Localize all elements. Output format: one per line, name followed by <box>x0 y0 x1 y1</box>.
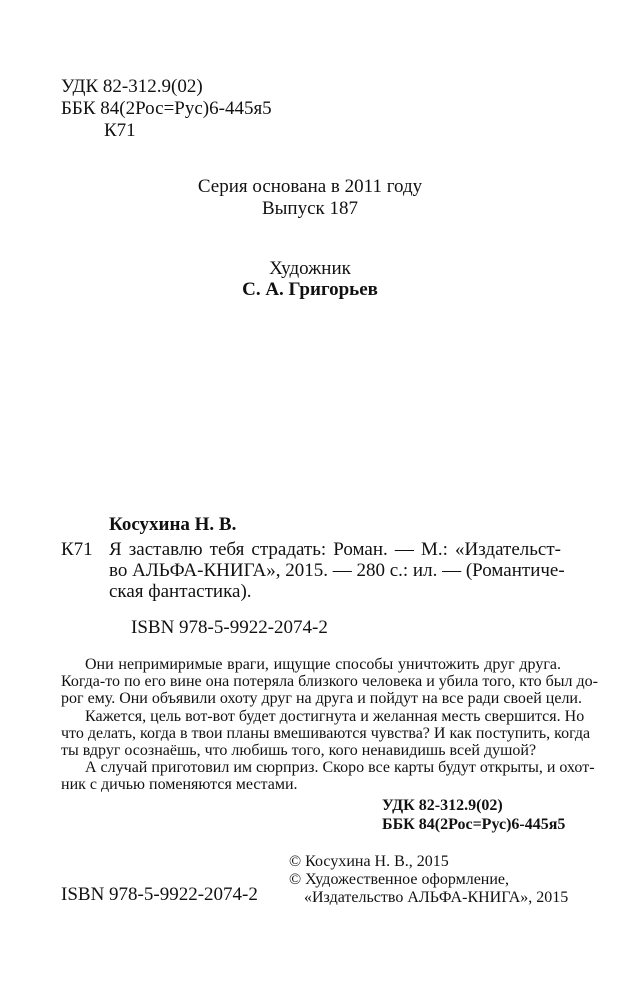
abstract-p3-line-1: А случай приготовил им сюрприз. Скоро все карты будут открыты, и охот- <box>85 759 595 777</box>
series-founded: Серия основана в 2011 году <box>197 176 423 197</box>
footer-bbk-code: ББК 84(2Рос=Рус)6-445я5 <box>382 816 566 833</box>
catalog-isbn: ISBN 978-5-9922-2074-2 <box>131 617 328 638</box>
catalog-author: Косухина Н. В. <box>109 514 237 535</box>
copyright-design: © Художественное оформление, <box>289 871 510 888</box>
bbk-code: ББК 84(2Рос=Рус)6-445я5 <box>61 98 272 119</box>
artist-label: Художник <box>269 258 351 279</box>
abstract-p2-line-2: что делать, когда в твои планы вмешиваются чувства? И как поступить, когда <box>61 724 591 742</box>
abstract-p2-line-3: ты вдруг осознаёшь, что любишь того, кого ненавидишь всей душой? <box>61 742 537 760</box>
catalog-mark: К71 <box>61 539 93 560</box>
bottom-isbn: ISBN 978-5-9922-2074-2 <box>61 884 258 905</box>
abstract-p1-line-3: рог ему. Они объявили охоту друг на друга и пойдут на все ради своей цели. <box>61 690 582 708</box>
copyright-publisher: «Издательство АЛЬФА-КНИГА», 2015 <box>304 889 569 906</box>
udk-code: УДК 82-312.9(02) <box>61 76 203 97</box>
catalog-line-3: ская фантастика). <box>109 581 252 602</box>
catalog-line-2: во АЛЬФА-КНИГА», 2015. — 280 с.: ил. — (Романтиче- <box>109 560 565 581</box>
abstract-p2-line-1: Кажется, цель вот-вот будет достигнута и желанная месть свершится. Но <box>85 707 585 725</box>
copyright-author: © Косухина Н. В., 2015 <box>289 853 449 870</box>
abstract-p1-line-2: Когда-то по его вине она потеряла близкого человека и убила того, кто был до- <box>61 673 598 691</box>
catalog-line-1: Я заставлю тебя страдать: Роман. — М.: «Издательст- <box>109 539 561 560</box>
footer-udk-code: УДК 82-312.9(02) <box>382 797 503 814</box>
abstract-p1-line-1: Они непримиримые враги, ищущие способы уничтожить друг друга. <box>85 656 561 673</box>
artist-name: С. А. Григорьев <box>242 279 378 300</box>
abstract-p3-line-2: ник с дичью поменяются местами. <box>61 776 298 794</box>
abstract <box>61 656 598 794</box>
author-mark: К71 <box>104 120 136 141</box>
series-issue: Выпуск 187 <box>261 198 359 219</box>
catalog-description <box>109 539 565 602</box>
